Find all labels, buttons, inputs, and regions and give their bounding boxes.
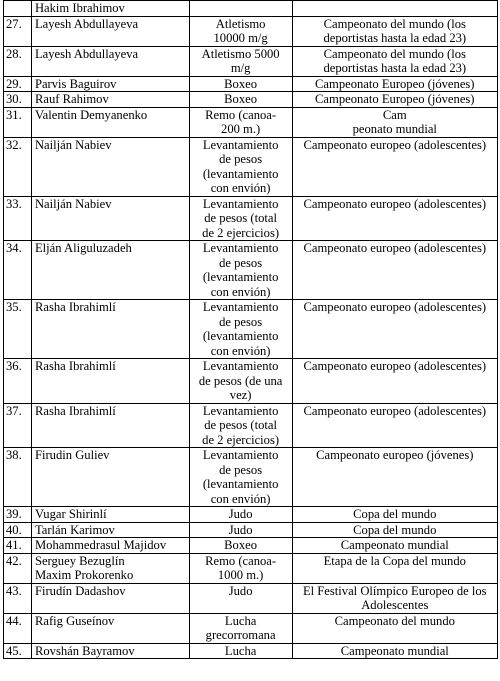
athlete-name: Rauf Rahimov (34, 92, 109, 106)
competition-name: Campeonato mundial (340, 538, 449, 552)
row-number: 44. (6, 613, 22, 628)
sport-discipline: Remo (canoa- 200 m.) (205, 107, 277, 136)
row-number-cell (4, 1, 32, 17)
sport-discipline-cell (189, 1, 292, 17)
athlete-name-cell (31, 76, 189, 92)
row-number: 32. (6, 137, 22, 152)
competition-name: Campeonato europeo (adolescentes) (303, 241, 487, 255)
sport-discipline: Levantamiento de pesos (levantamiento con envión) (202, 448, 279, 506)
competition-name: Campeonato mundial (340, 643, 449, 658)
competition-name-cell (292, 300, 497, 359)
table-row (4, 538, 498, 554)
athlete-name: Layesh Abdullayeva (34, 46, 139, 61)
row-number-cell (4, 553, 32, 583)
sport-discipline-cell (189, 448, 292, 507)
athlete-name-cell (31, 643, 189, 659)
competition-name: Campeonato europeo (adolescentes) (303, 359, 487, 373)
row-number-cell (4, 403, 32, 448)
athlete-name: Rovshán Bayramov (34, 643, 135, 658)
sport-discipline-cell (189, 643, 292, 659)
athlete-name-cell (31, 583, 189, 613)
athlete-name-cell (31, 196, 189, 241)
row-number: 31. (6, 107, 22, 122)
athlete-name-cell (31, 613, 189, 643)
row-number: 41. (6, 538, 22, 552)
row-number-cell (4, 538, 32, 554)
row-number: 43. (6, 583, 22, 598)
sport-discipline: Judo (228, 583, 253, 598)
athlete-name: Firudin Guliev (34, 448, 110, 462)
athlete-name: Mohammedrasul Majidov (34, 538, 167, 552)
athlete-name-cell (31, 448, 189, 507)
table-row (4, 448, 498, 507)
sport-discipline: Boxeo (224, 538, 258, 552)
row-number: 39. (6, 507, 22, 521)
competition-name-cell (292, 522, 497, 538)
sport-discipline-cell (189, 359, 292, 404)
athlete-name: Valentin Demyanenko (34, 107, 148, 122)
sport-discipline-cell (189, 137, 292, 196)
row-number-cell (4, 643, 32, 659)
sport-discipline-cell (189, 16, 292, 46)
table-row (4, 46, 498, 76)
row-number: 27. (6, 16, 22, 31)
competition-name-cell (292, 1, 497, 17)
table-row (4, 359, 498, 404)
sport-discipline: Remo (canoa- 1000 m.) (205, 553, 277, 582)
table-row (4, 241, 498, 300)
athlete-name: Nailján Nabiev (34, 137, 112, 152)
competition-name-cell (292, 403, 497, 448)
sport-discipline: Levantamiento de pesos (levantamiento con envión) (202, 137, 279, 195)
row-number: 29. (6, 76, 22, 91)
table-row (4, 403, 498, 448)
athlete-name-cell (31, 522, 189, 538)
row-number: 45. (6, 643, 22, 658)
athlete-name-cell (31, 300, 189, 359)
table-row (4, 300, 498, 359)
results-table-body (4, 1, 498, 659)
competition-name-cell (292, 507, 497, 523)
row-number-cell (4, 137, 32, 196)
table-row (4, 92, 498, 108)
competition-name-cell (292, 613, 497, 643)
sport-discipline-cell (189, 241, 292, 300)
competition-name: Campeonato europeo (adolescentes) (303, 137, 487, 152)
athlete-name: Rasha Ibrahimlí (34, 300, 116, 314)
sport-discipline-cell (189, 507, 292, 523)
row-number-cell (4, 583, 32, 613)
athlete-name-cell (31, 359, 189, 404)
sport-discipline-cell (189, 46, 292, 76)
table-row (4, 583, 498, 613)
competition-name-cell (292, 137, 497, 196)
competition-name-cell (292, 107, 497, 137)
athlete-name: Rasha Ibrahimlí (34, 359, 116, 373)
athlete-name: Firudín Dadashov (34, 583, 126, 598)
sport-discipline: Lucha grecorromana (205, 613, 276, 642)
athlete-name: Elján Aliguluzadeh (34, 241, 132, 255)
athlete-name-cell (31, 92, 189, 108)
sport-discipline-cell (189, 196, 292, 241)
sport-discipline: Levantamiento de pesos (levantamiento con envión) (202, 241, 279, 299)
table-row (4, 107, 498, 137)
row-number: 37. (6, 403, 22, 418)
competition-name-cell (292, 553, 497, 583)
sport-discipline-cell (189, 553, 292, 583)
sport-discipline-cell (189, 76, 292, 92)
table-row (4, 76, 498, 92)
athlete-name: Layesh Abdullayeva (34, 16, 139, 31)
row-number-cell (4, 76, 32, 92)
competition-name: Campeonato europeo (adolescentes) (303, 196, 487, 211)
sport-discipline: Boxeo (224, 76, 258, 91)
table-row (4, 16, 498, 46)
table-row (4, 553, 498, 583)
row-number-cell (4, 107, 32, 137)
sport-discipline-cell (189, 522, 292, 538)
sport-discipline: Atletismo 5000 m/g (201, 46, 280, 75)
competition-name-cell (292, 448, 497, 507)
athlete-name-cell (31, 403, 189, 448)
competition-name-cell (292, 359, 497, 404)
row-number-cell (4, 16, 32, 46)
row-number-cell (4, 448, 32, 507)
sport-discipline: Judo (228, 522, 253, 537)
table-row (4, 196, 498, 241)
row-number-cell (4, 196, 32, 241)
athlete-name: Tarlán Karimov (34, 522, 115, 537)
competition-name: Campeonato europeo (adolescentes) (303, 300, 487, 314)
athlete-name-cell (31, 1, 189, 17)
sport-discipline-cell (189, 92, 292, 108)
table-row (4, 137, 498, 196)
sport-discipline-cell (189, 107, 292, 137)
table-row (4, 643, 498, 659)
table-row (4, 522, 498, 538)
sport-discipline-cell (189, 403, 292, 448)
competition-name-cell (292, 583, 497, 613)
sport-discipline: Lucha (224, 643, 257, 658)
athlete-name-cell (31, 507, 189, 523)
competition-name: Campeonato Europeo (jóvenes) (315, 92, 475, 106)
table-row (4, 507, 498, 523)
athlete-name-cell (31, 16, 189, 46)
row-number: 38. (6, 448, 22, 462)
sport-discipline: Levantamiento de pesos (levantamiento con envión) (202, 300, 279, 358)
competition-name: Copa del mundo (353, 507, 437, 521)
competition-name-cell (292, 92, 497, 108)
competition-name: Campeonato del mundo (334, 613, 455, 628)
row-number: 36. (6, 359, 22, 373)
athlete-name: Vugar Shirinlí (34, 507, 107, 521)
competition-name: El Festival Olímpico Europeo de los Adolescentes (302, 583, 487, 612)
row-number-cell (4, 241, 32, 300)
competition-name: Campeonato del mundo (los deportistas hasta la edad 23) (323, 46, 467, 75)
competition-name: Campeonato del mundo (los deportistas hasta la edad 23) (323, 16, 467, 45)
athlete-name-cell (31, 553, 189, 583)
athlete-name: Rafig Guseínov (34, 613, 115, 628)
sport-discipline: Atletismo 10000 m/g (213, 16, 268, 45)
sport-discipline: Levantamiento de pesos (de una vez) (198, 359, 283, 402)
athlete-name-cell (31, 241, 189, 300)
competition-name: Copa del mundo (353, 522, 437, 537)
athlete-name-cell (31, 46, 189, 76)
athlete-name: Rasha Ibrahimlí (34, 403, 116, 418)
row-number: 28. (6, 46, 22, 61)
competition-name: Cam peonato mundial (352, 107, 437, 136)
athlete-name-cell (31, 538, 189, 554)
row-number-cell (4, 507, 32, 523)
sport-discipline: Judo (228, 507, 253, 521)
sport-discipline: Levantamiento de pesos (total de 2 ejercicios) (202, 403, 280, 447)
competition-name-cell (292, 16, 497, 46)
row-number: 30. (6, 92, 22, 106)
row-number: 33. (6, 196, 22, 211)
competition-name-cell (292, 76, 497, 92)
sport-discipline-cell (189, 538, 292, 554)
row-number-cell (4, 359, 32, 404)
competition-name-cell (292, 46, 497, 76)
athlete-name: Hakim Ibrahimov (34, 1, 125, 15)
sport-discipline: Boxeo (224, 92, 258, 106)
row-number: 40. (6, 522, 22, 537)
sport-discipline-cell (189, 583, 292, 613)
competition-name: Campeonato europeo (jóvenes) (316, 448, 474, 462)
row-number-cell (4, 92, 32, 108)
row-number-cell (4, 522, 32, 538)
competition-name: Campeonato europeo (adolescentes) (303, 403, 487, 418)
table-row (4, 1, 498, 17)
sport-discipline-cell (189, 300, 292, 359)
row-number: 42. (6, 553, 22, 568)
row-number: 35. (6, 300, 22, 314)
sport-discipline-cell (189, 613, 292, 643)
row-number-cell (4, 300, 32, 359)
competition-name-cell (292, 538, 497, 554)
competition-name: Campeonato Europeo (jóvenes) (315, 76, 475, 91)
table-row (4, 613, 498, 643)
row-number-cell (4, 613, 32, 643)
sport-discipline: Levantamiento de pesos (total de 2 ejercicios) (202, 196, 280, 240)
athlete-name-cell (31, 107, 189, 137)
athlete-name: Serguey Bezuglín Maxim Prokorenko (34, 553, 134, 582)
row-number-cell (4, 46, 32, 76)
athlete-name: Parvis Baguirov (34, 76, 117, 91)
results-table (3, 0, 498, 659)
competition-name-cell (292, 241, 497, 300)
athlete-name-cell (31, 137, 189, 196)
competition-name-cell (292, 643, 497, 659)
competition-name: Etapa de la Copa del mundo (323, 553, 466, 568)
athlete-name: Nailján Nabiev (34, 196, 112, 211)
competition-name-cell (292, 196, 497, 241)
row-number: 34. (6, 241, 22, 255)
